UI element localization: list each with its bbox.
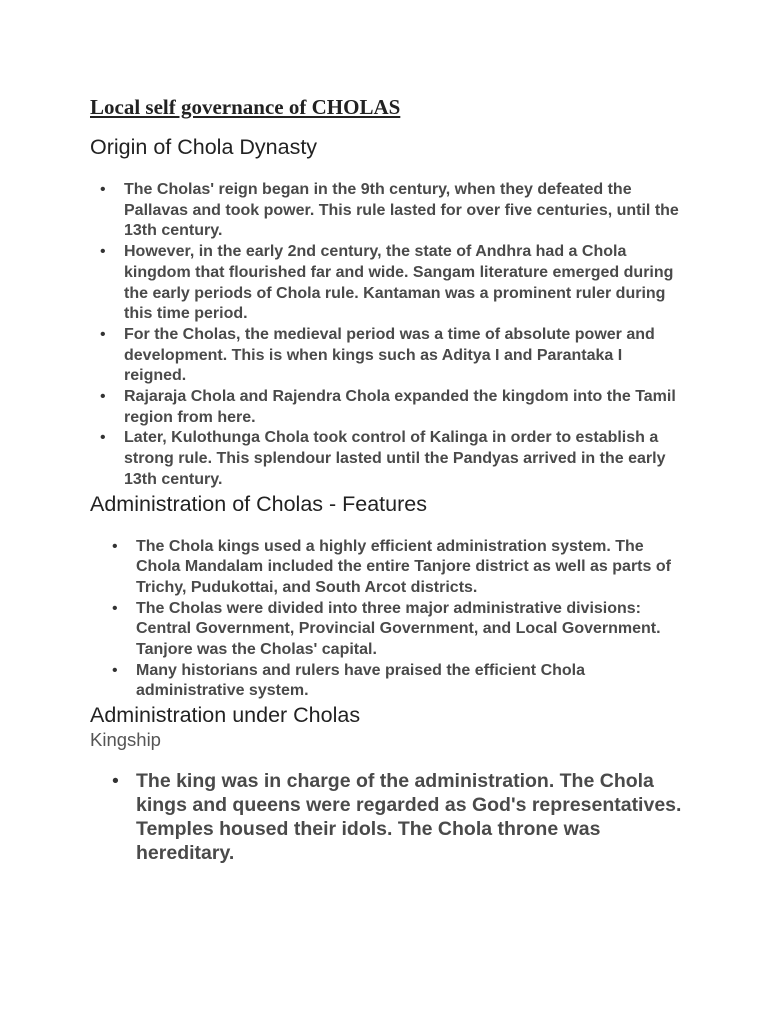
section-heading-administration-features: Administration of Cholas - Features	[90, 491, 427, 516]
list-item	[100, 387, 680, 428]
list-item-text: Many historians and rulers have praised the efficient Chola administrative system.	[136, 661, 586, 700]
list-item-text: For the Cholas, the medieval period was a time of absolute power and development. This is when kings such as Aditya I and Parantaka I reigned.	[124, 325, 655, 385]
document-title: Local self governance of CHOLAS	[90, 95, 401, 119]
list-item-text: The Cholas were divided into three major administrative divisions: Central Government, Provincial Government, and Local Government. Tanjore was the Cholas' capital.	[136, 599, 661, 659]
list-item-text: Rajaraja Chola and Rajendra Chola expanded the kingdom into the Tamil region from here.	[124, 388, 676, 426]
bullet-icon: •	[100, 388, 106, 406]
list-item	[100, 325, 680, 387]
bullet-icon: •	[112, 537, 118, 555]
bullet-icon: •	[112, 661, 118, 679]
list-item-text: Later, Kulothunga Chola took control of Kalinga in order to establish a strong rule. This splendour lasted until the Pandyas arrived in the early 13th century.	[124, 429, 666, 488]
bullet-icon: •	[100, 429, 106, 447]
kingship-bullet-list	[90, 769, 686, 865]
list-item-text: The Chola kings used a highly efficient administration system. The Chola Mandalam included the entire Tanjore district as well as parts of Trichy, Pudukottai, and South Arcot districts.	[136, 537, 671, 596]
bullet-icon: •	[100, 243, 106, 261]
administration-features-bullet-list	[90, 537, 686, 703]
list-item	[112, 769, 686, 865]
list-item-text: The king was in charge of the administration. The Chola kings and queens were regarded as God's representatives. Temples housed their idols. The Chola throne was hereditary.	[136, 770, 682, 865]
bullet-icon: •	[112, 770, 119, 793]
origin-bullet-list	[90, 180, 680, 491]
bullet-icon: •	[100, 181, 106, 198]
list-item	[112, 599, 686, 661]
list-item	[100, 428, 680, 490]
subheading-kingship: Kingship	[90, 729, 161, 751]
list-item	[112, 661, 686, 702]
section-heading-administration-under-cholas: Administration under Cholas	[90, 703, 361, 728]
bullet-icon: •	[100, 325, 106, 343]
list-item	[100, 180, 680, 242]
list-item-text: However, in the early 2nd century, the state of Andhra had a Chola kingdom that flourished far and wide. Sangam literature emerged during the early periods of Chola rule. Kantaman was a prominent ruler during this time period.	[124, 243, 674, 323]
list-item	[112, 537, 686, 599]
list-item	[100, 242, 680, 325]
bullet-icon: •	[112, 599, 118, 617]
list-item-text: The Cholas' reign began in the 9th century, when they defeated the Pallavas and took power. This rule lasted for over five centuries, until the 13th century.	[124, 181, 679, 240]
section-heading-origin: Origin of Chola Dynasty	[90, 135, 318, 159]
